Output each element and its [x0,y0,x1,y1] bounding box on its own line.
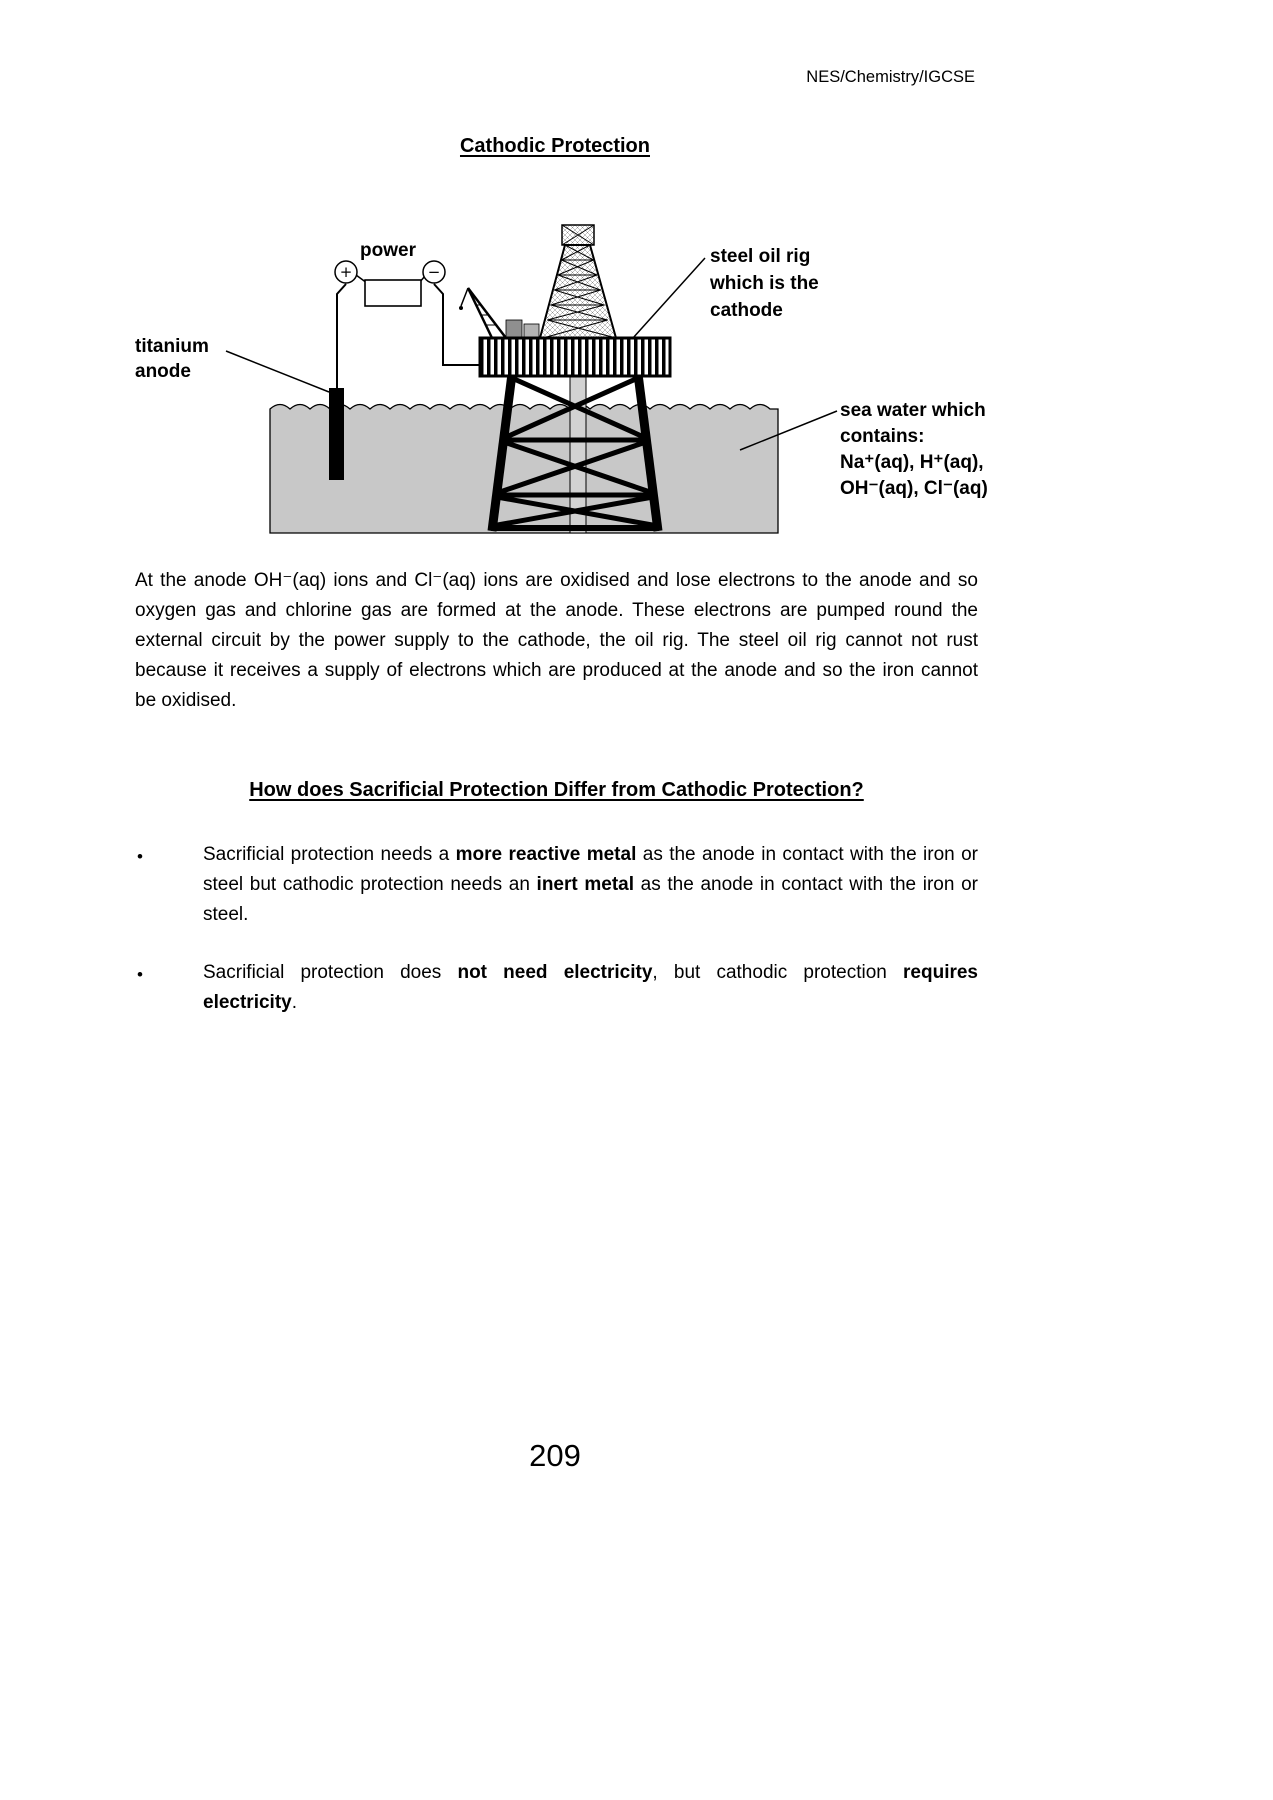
power-label: power [360,240,416,261]
page-number: 209 [529,1438,581,1473]
header-course-code: NES/Chemistry/IGCSE [806,68,975,86]
text-segment-bold: more reactive metal [455,844,637,865]
titanium-anode-label-line: titanium [135,336,209,357]
bullet-text [203,958,978,1018]
text-segment: as the anode in contact with the iron or steel. [203,874,978,925]
sea-water-label-line: sea water which [840,400,986,421]
wire-anode [337,284,346,388]
steel-rig-label-line: cathode [710,300,783,321]
power-supply-box [365,280,421,306]
sea-water [270,405,778,534]
power-supply [335,240,481,388]
rig-deck [480,338,670,376]
bullet-text [203,840,978,930]
text-segment-bold: inert metal [536,874,635,895]
steel-rig-label-line: which is the [710,273,819,294]
bullet-item [137,958,978,1018]
text-segment-bold: not need electricity [457,962,653,983]
titanium-pointer-line [226,351,329,392]
text-segment: . [291,992,298,1013]
sea-water-label-line: contains: [840,426,925,447]
steel-rig-pointer-line [633,258,705,338]
section-heading [135,779,978,802]
text-segment: , but cathodic protection [652,962,904,983]
bullet-item [137,840,978,930]
text-segment: Sacrificial protection needs a [203,844,456,865]
minus-symbol: − [427,263,441,281]
text-segment-bold: requires electricity [203,962,978,1013]
text-segment: as the anode in contact with the iron or steel but cathodic protection needs an [203,844,978,895]
titanium-anode-label-line: anode [135,361,191,382]
section-heading-text: How does Sacrificial Protection Differ from Cathodic Protection? [249,779,864,801]
sea-water-label-line: Na⁺(aq), H⁺(aq), [840,452,984,473]
text-segment: Sacrificial protection does [203,962,458,983]
body-paragraph: At the anode OH⁻(aq) ions and Cl⁻(aq) ions are oxidised and lose electrons to the anode and so oxygen gas and chlorine gas are formed at the anode. These electrons are pumped round the external circuit by the power supply to the cathode, the oil rig. The steel oil rig cannot not rust because it receives a supply of electrons which are produced at the anode and so the iron cannot be oxidised. [135,570,978,711]
rig-derrick [540,225,616,338]
page-title [135,135,975,158]
steel-rig-label-line: steel oil rig [710,246,811,267]
bullet-marker: • [137,965,143,984]
titanium-anode-bar [329,388,344,480]
sea-water-label-line: OH⁻(aq), Cl⁻(aq) [840,478,988,499]
cathodic-protection-diagram [130,210,1030,560]
sea-water-body [270,405,778,534]
bullet-marker: • [137,847,143,866]
page-title-text: Cathodic Protection [459,135,650,157]
plus-symbol: + [339,263,353,281]
rig-deck-buildings [506,320,539,338]
rig-crane [459,288,506,338]
